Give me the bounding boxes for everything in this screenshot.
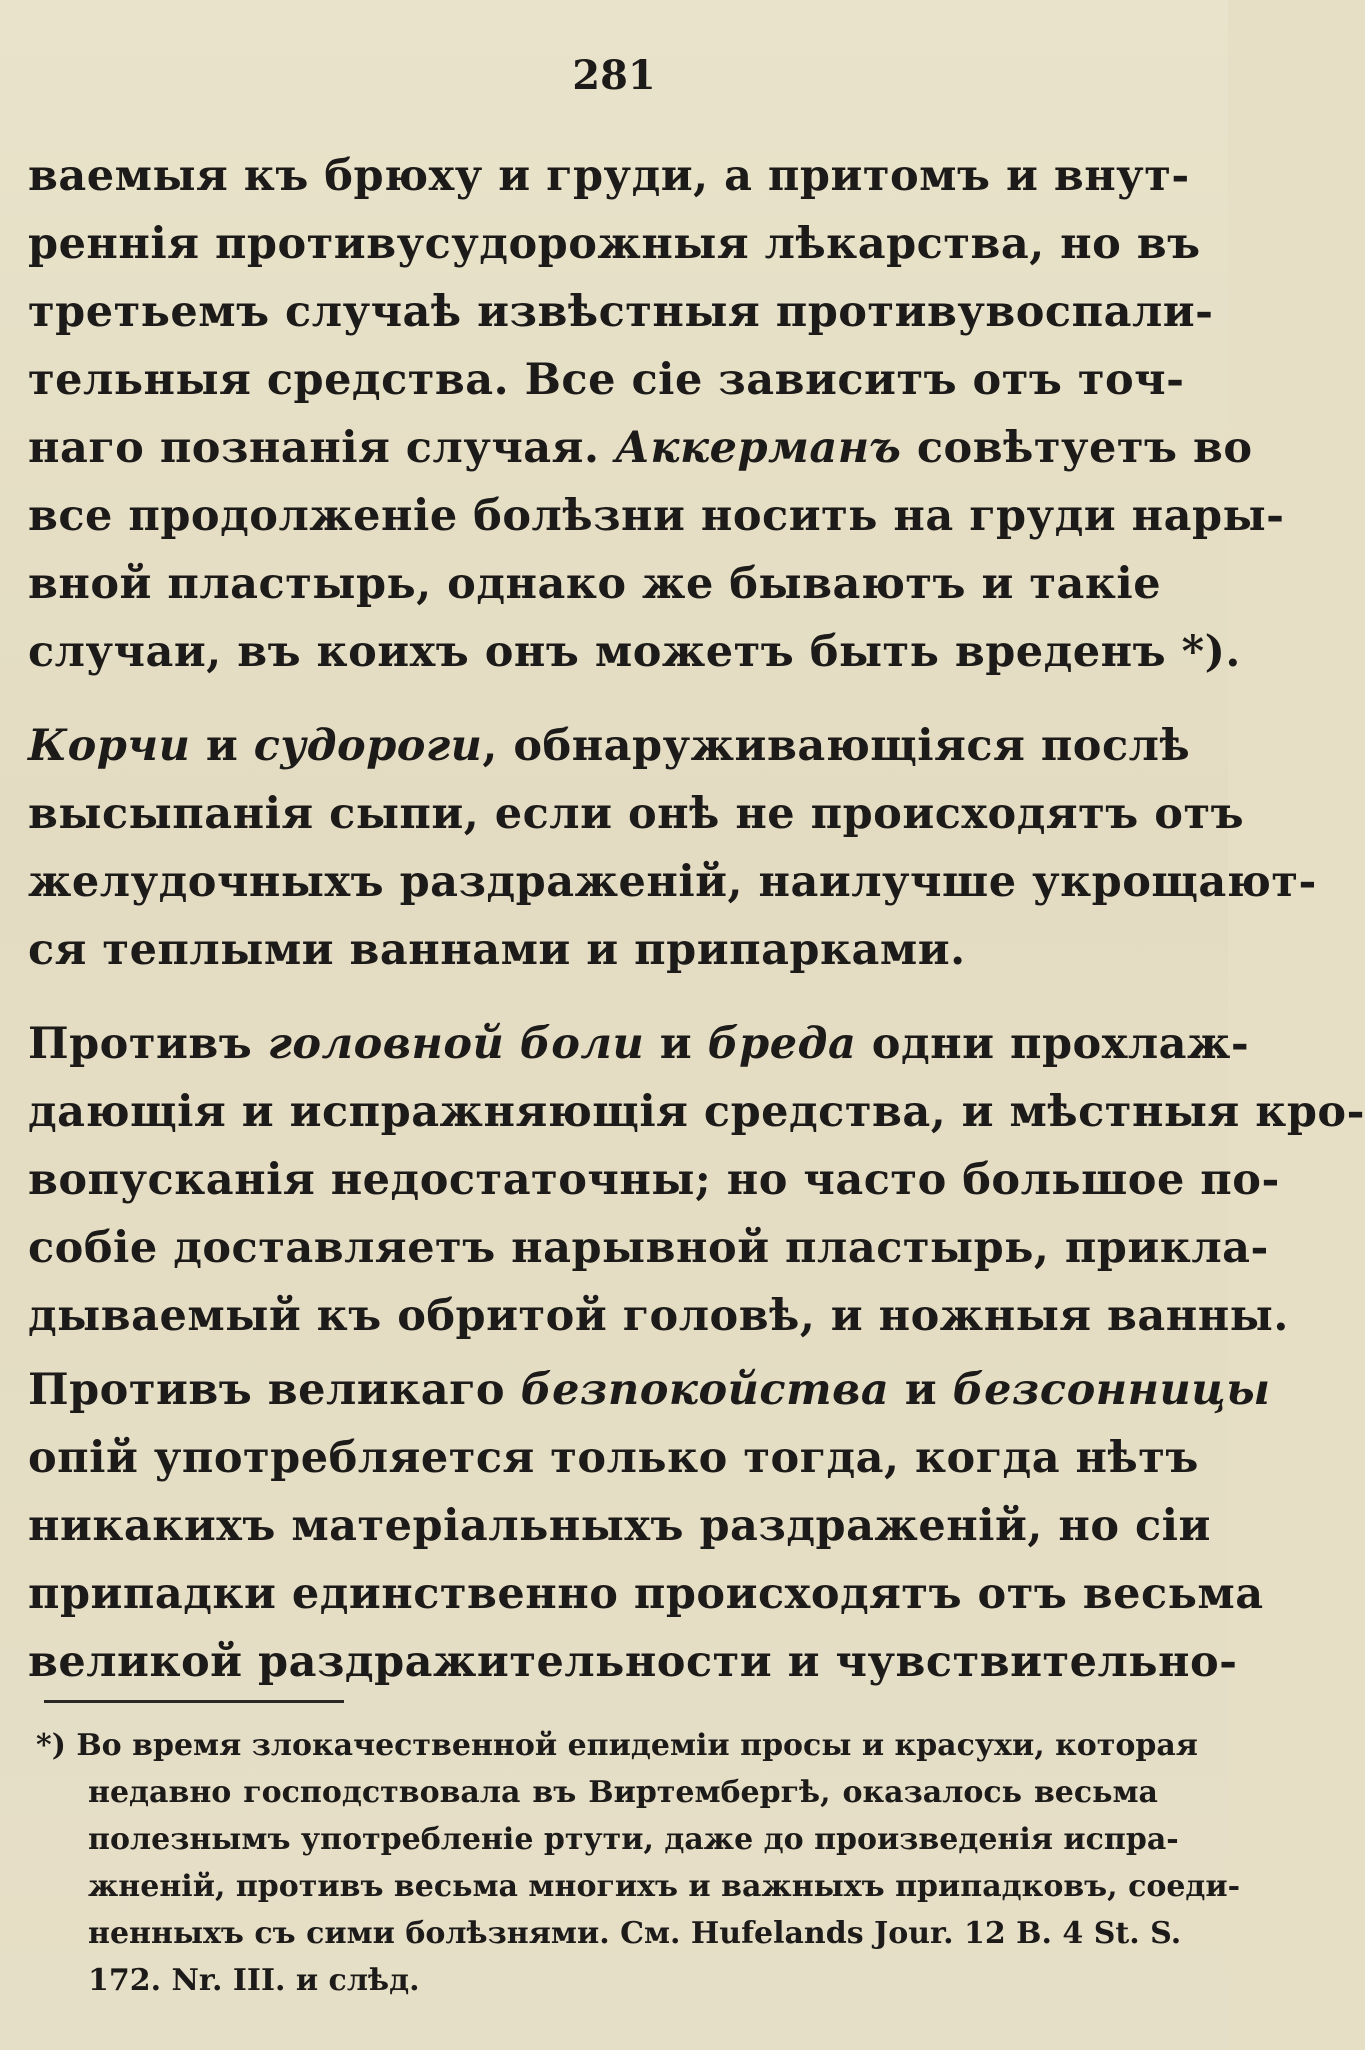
text-run: и (190, 721, 254, 771)
paragraph (28, 712, 1317, 984)
footnote-line: *) Во время злокачественной епидеміи просы и красухи, которая (36, 1728, 1198, 1763)
text-line (28, 1492, 1211, 1560)
text-line (28, 346, 1185, 414)
text-line (28, 916, 1158, 984)
text-line (28, 780, 1245, 848)
emphasized-text: бреда (707, 1019, 857, 1069)
page-number: 281 (572, 52, 656, 99)
footnote-line: ненныхъ съ сими болѣзнями. См. Hufelands Jour. 12 B. 4 St. S. (88, 1916, 1182, 1951)
text-run: высыпанія сыпи, если онѣ не происходятъ отъ (28, 789, 1245, 839)
text-run: дываемый къ обритой головѣ, и ножныя ванны. (28, 1291, 1289, 1341)
footnote-line: жненій, противъ весьма многихъ и важныхъ припадковъ, соеди- (88, 1869, 1241, 1904)
text-run: тельныя средства. Все сіе зависитъ отъ точ- (28, 355, 1185, 405)
text-run: и (644, 1019, 708, 1069)
emphasized-text: безпокойства (520, 1365, 890, 1415)
text-line (28, 1146, 1280, 1214)
text-line (28, 1356, 1271, 1424)
footnote-divider (44, 1700, 344, 1703)
body-text (28, 142, 1365, 1696)
text-run: третьемъ случаѣ извѣстныя противувоспали- (28, 287, 1214, 337)
text-line (28, 1282, 1289, 1350)
text-run: вной пластырь, однако же бываютъ и такіе (28, 559, 1162, 609)
paragraph (28, 1010, 1365, 1350)
text-run: Противъ (28, 1019, 268, 1069)
text-line (28, 1078, 1365, 1146)
text-run: вопусканія недостаточны; но часто большое по- (28, 1155, 1280, 1205)
text-run: совѣтуетъ во (901, 423, 1253, 473)
text-run: великой раздражительности и чувствительно- (28, 1637, 1238, 1687)
text-run: собіе доставляетъ нарывной пластырь, прикла- (28, 1223, 1269, 1273)
footnote-line: 172. Nr. III. и слѣд. (88, 1963, 420, 1998)
text-line (28, 848, 1317, 916)
emphasized-text: судороги (253, 721, 483, 771)
text-run: Противъ великаго (28, 1365, 521, 1415)
text-line (28, 550, 1162, 618)
text-line (28, 1628, 1238, 1696)
text-line (28, 414, 1253, 482)
text-run: опій употребляется только тогда, когда нѣтъ (28, 1433, 1199, 1483)
text-line (28, 1560, 1264, 1628)
text-run: и (889, 1365, 953, 1415)
text-line (28, 1010, 1250, 1078)
text-line (28, 1214, 1269, 1282)
text-run: дающія и испражняющія средства, и мѣстныя кро- (28, 1087, 1365, 1137)
text-line (28, 712, 1191, 780)
text-run: случаи, въ коихъ онъ можетъ быть вреденъ *). (28, 627, 1241, 677)
text-line (28, 482, 1285, 550)
footnote-line: полезнымъ употребленіе ртути, даже до произведенія испра- (88, 1822, 1179, 1857)
text-run: припадки единственно происходятъ отъ весьма (28, 1569, 1264, 1619)
text-run: все продолженіе болѣзни носить на груди нары- (28, 491, 1285, 541)
emphasized-text: Корчи (28, 721, 191, 771)
paragraph (28, 142, 1285, 686)
text-run: желудочныхъ раздраженій, наилучше укрощают- (28, 857, 1317, 907)
text-run: одни прохлаж- (856, 1019, 1250, 1069)
footnote-line: недавно господствовала въ Виртембергѣ, оказалось весьма (88, 1775, 1158, 1810)
text-run: наго познанія случая. (28, 423, 615, 473)
paragraph (28, 1356, 1271, 1696)
text-line (28, 278, 1214, 346)
emphasized-text: Аккерманъ (614, 423, 902, 473)
text-run: ваемыя къ брюху и груди, а притомъ и внут- (28, 151, 1190, 201)
emphasized-text: безсонницы (952, 1365, 1271, 1415)
text-run: ся теплыми ваннами и припарками. (28, 925, 966, 975)
text-line (28, 618, 1241, 686)
footnote (28, 1722, 1241, 2004)
emphasized-text: головной боли (267, 1019, 645, 1069)
text-line (28, 1424, 1199, 1492)
text-run: , обнаруживающіяся послѣ (482, 721, 1191, 771)
text-line (28, 210, 1201, 278)
text-line (28, 142, 1190, 210)
text-run: никакихъ матеріальныхъ раздраженій, но сіи (28, 1501, 1211, 1551)
text-run: реннія противусудорожныя лѣкарства, но въ (28, 219, 1201, 269)
